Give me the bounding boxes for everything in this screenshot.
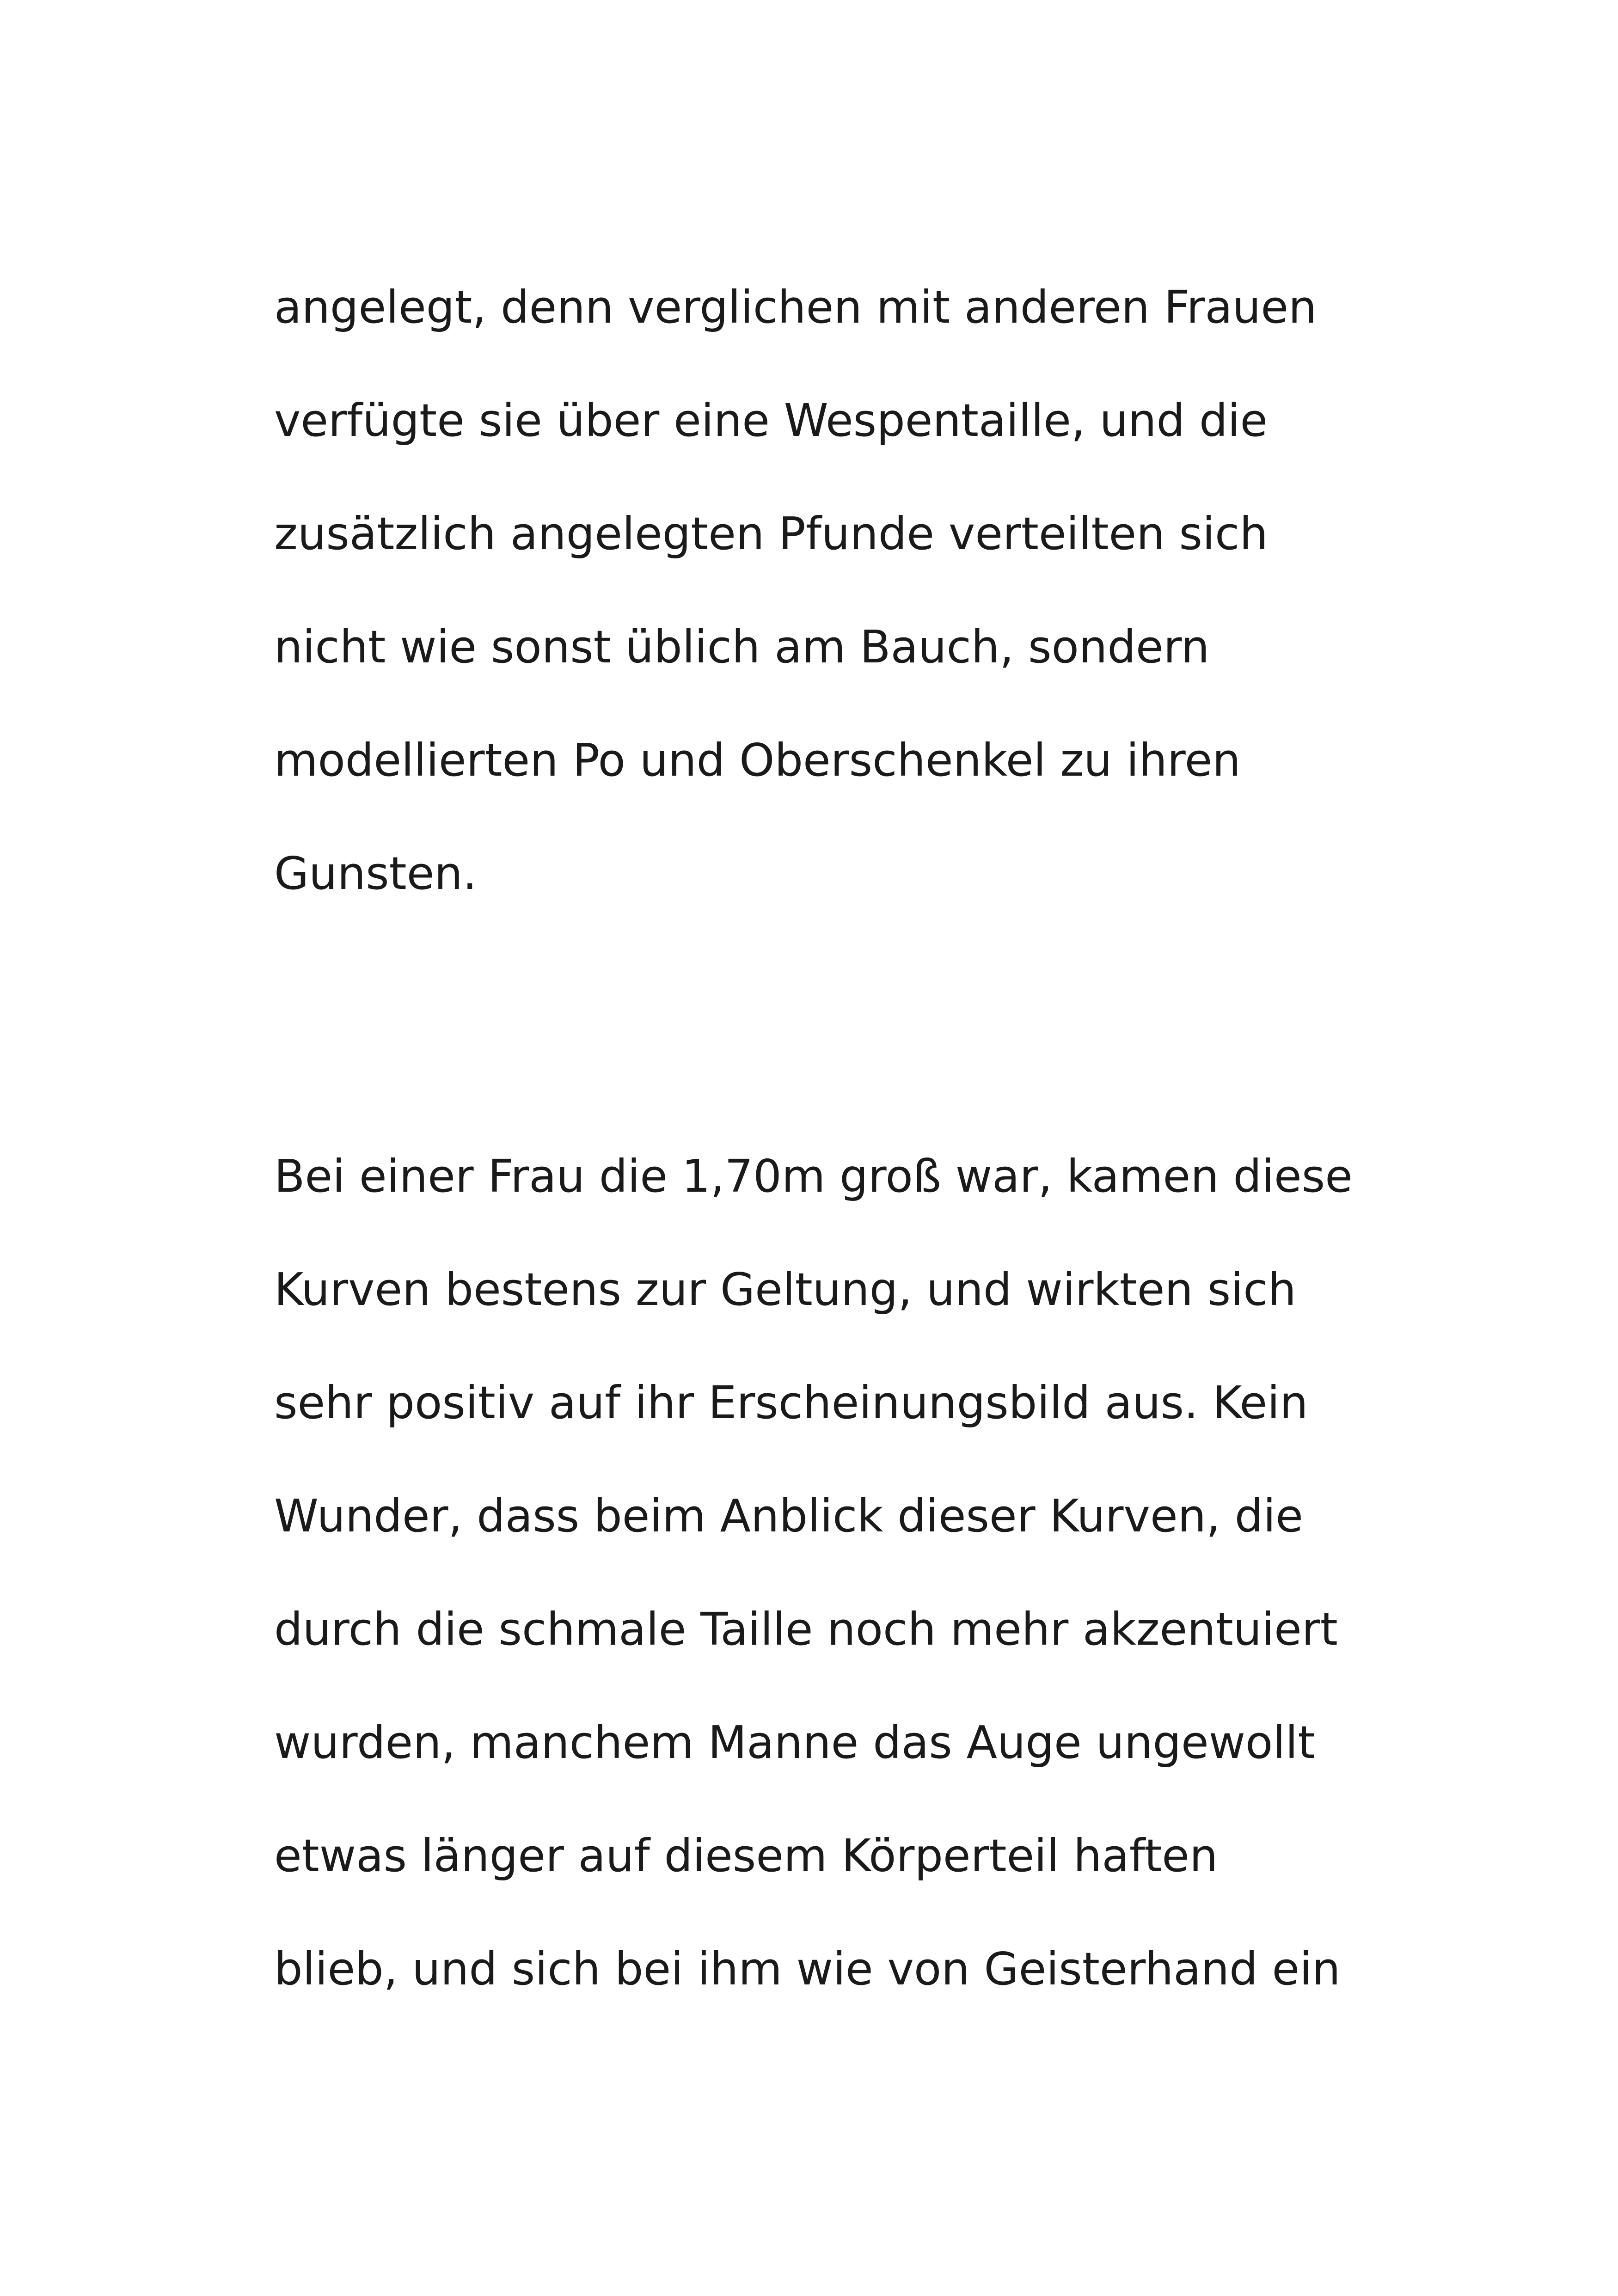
paragraph-line: zusätzlich angelegten Pfunde verteilten sich (274, 508, 1268, 560)
paragraph-line: wurden, manchem Manne das Auge ungewollt (274, 1716, 1316, 1769)
paragraph-line: nicht wie sonst üblich am Bauch, sondern (274, 621, 1210, 673)
paragraph-line: Bei einer Frau die 1,70m groß war, kamen diese (274, 1150, 1353, 1202)
paragraph-line: angelegt, denn verglichen mit anderen Frauen (274, 281, 1317, 333)
paragraph-line: etwas länger auf diesem Körperteil haften (274, 1830, 1218, 1882)
paragraph-line: modellierten Po und Oberschenkel zu ihren (274, 734, 1241, 786)
paragraph-line: verfügte sie über eine Wespentaille, und die (274, 394, 1268, 447)
paragraph-line: sehr positiv auf ihr Erscheinungsbild aus. Kein (274, 1377, 1308, 1429)
paragraph-line: durch die schmale Taille noch mehr akzentuiert (274, 1603, 1338, 1655)
paragraph-line: Wunder, dass beim Anblick dieser Kurven, die (274, 1490, 1303, 1542)
paragraph-line: Gunsten. (274, 847, 477, 900)
paragraph-line: Kurven bestens zur Geltung, und wirkten sich (274, 1263, 1297, 1316)
paragraph-line: blieb, und sich bei ihm wie von Geisterhand ein (274, 1943, 1341, 1995)
